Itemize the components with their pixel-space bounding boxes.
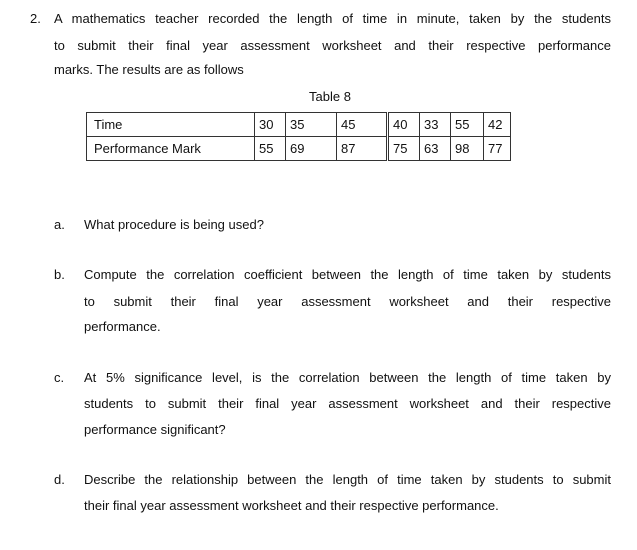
part-c-line-3: performance significant? <box>84 422 226 437</box>
question-intro-line-2: to submit their final year assessment worksheet and their respective performance <box>54 38 611 53</box>
question-intro-line-1: A mathematics teacher recorded the length of time in minute, taken by the students <box>54 11 611 26</box>
time-cell-6: 55 <box>451 113 484 137</box>
table-caption: Table 8 <box>309 89 351 104</box>
table-row-performance <box>87 137 511 161</box>
part-c-line-1: At 5% significance level, is the correlation between the length of time taken by <box>84 370 611 385</box>
mark-cell-6: 98 <box>451 137 484 161</box>
question-intro-line-3: marks. The results are as follows <box>54 62 244 77</box>
time-cell-3: 45 <box>337 113 387 137</box>
part-c-line-2: students to submit their final year assessment worksheet and their respective <box>84 396 611 411</box>
mark-cell-4: 75 <box>389 137 420 161</box>
mark-cell-3: 87 <box>337 137 387 161</box>
part-b-line-3: performance. <box>84 319 161 334</box>
row-label-time: Time <box>87 113 255 137</box>
mark-cell-1: 55 <box>255 137 286 161</box>
time-cell-5: 33 <box>420 113 451 137</box>
mark-cell-5: 63 <box>420 137 451 161</box>
part-a-letter: a. <box>54 217 65 232</box>
part-d-line-2: their final year assessment worksheet and their respective performance. <box>84 498 499 513</box>
table-row-time <box>87 113 511 137</box>
part-d-line-1: Describe the relationship between the length of time taken by students to submit <box>84 472 611 487</box>
question-number: 2. <box>30 11 41 26</box>
data-table <box>86 112 511 161</box>
part-b-line-1: Compute the correlation coefficient between the length of time taken by students <box>84 267 611 282</box>
row-label-performance: Performance Mark <box>87 137 255 161</box>
time-cell-4: 40 <box>389 113 420 137</box>
part-c-letter: c. <box>54 370 65 385</box>
time-cell-1: 30 <box>255 113 286 137</box>
mark-cell-2: 69 <box>286 137 337 161</box>
part-b-line-2: to submit their final year assessment worksheet and their respective <box>84 294 611 309</box>
time-cell-2: 35 <box>286 113 337 137</box>
part-a-line-1: What procedure is being used? <box>84 217 264 232</box>
part-b-letter: b. <box>54 267 65 282</box>
part-d-letter: d. <box>54 472 65 487</box>
mark-cell-7: 77 <box>484 137 511 161</box>
time-cell-7: 42 <box>484 113 511 137</box>
